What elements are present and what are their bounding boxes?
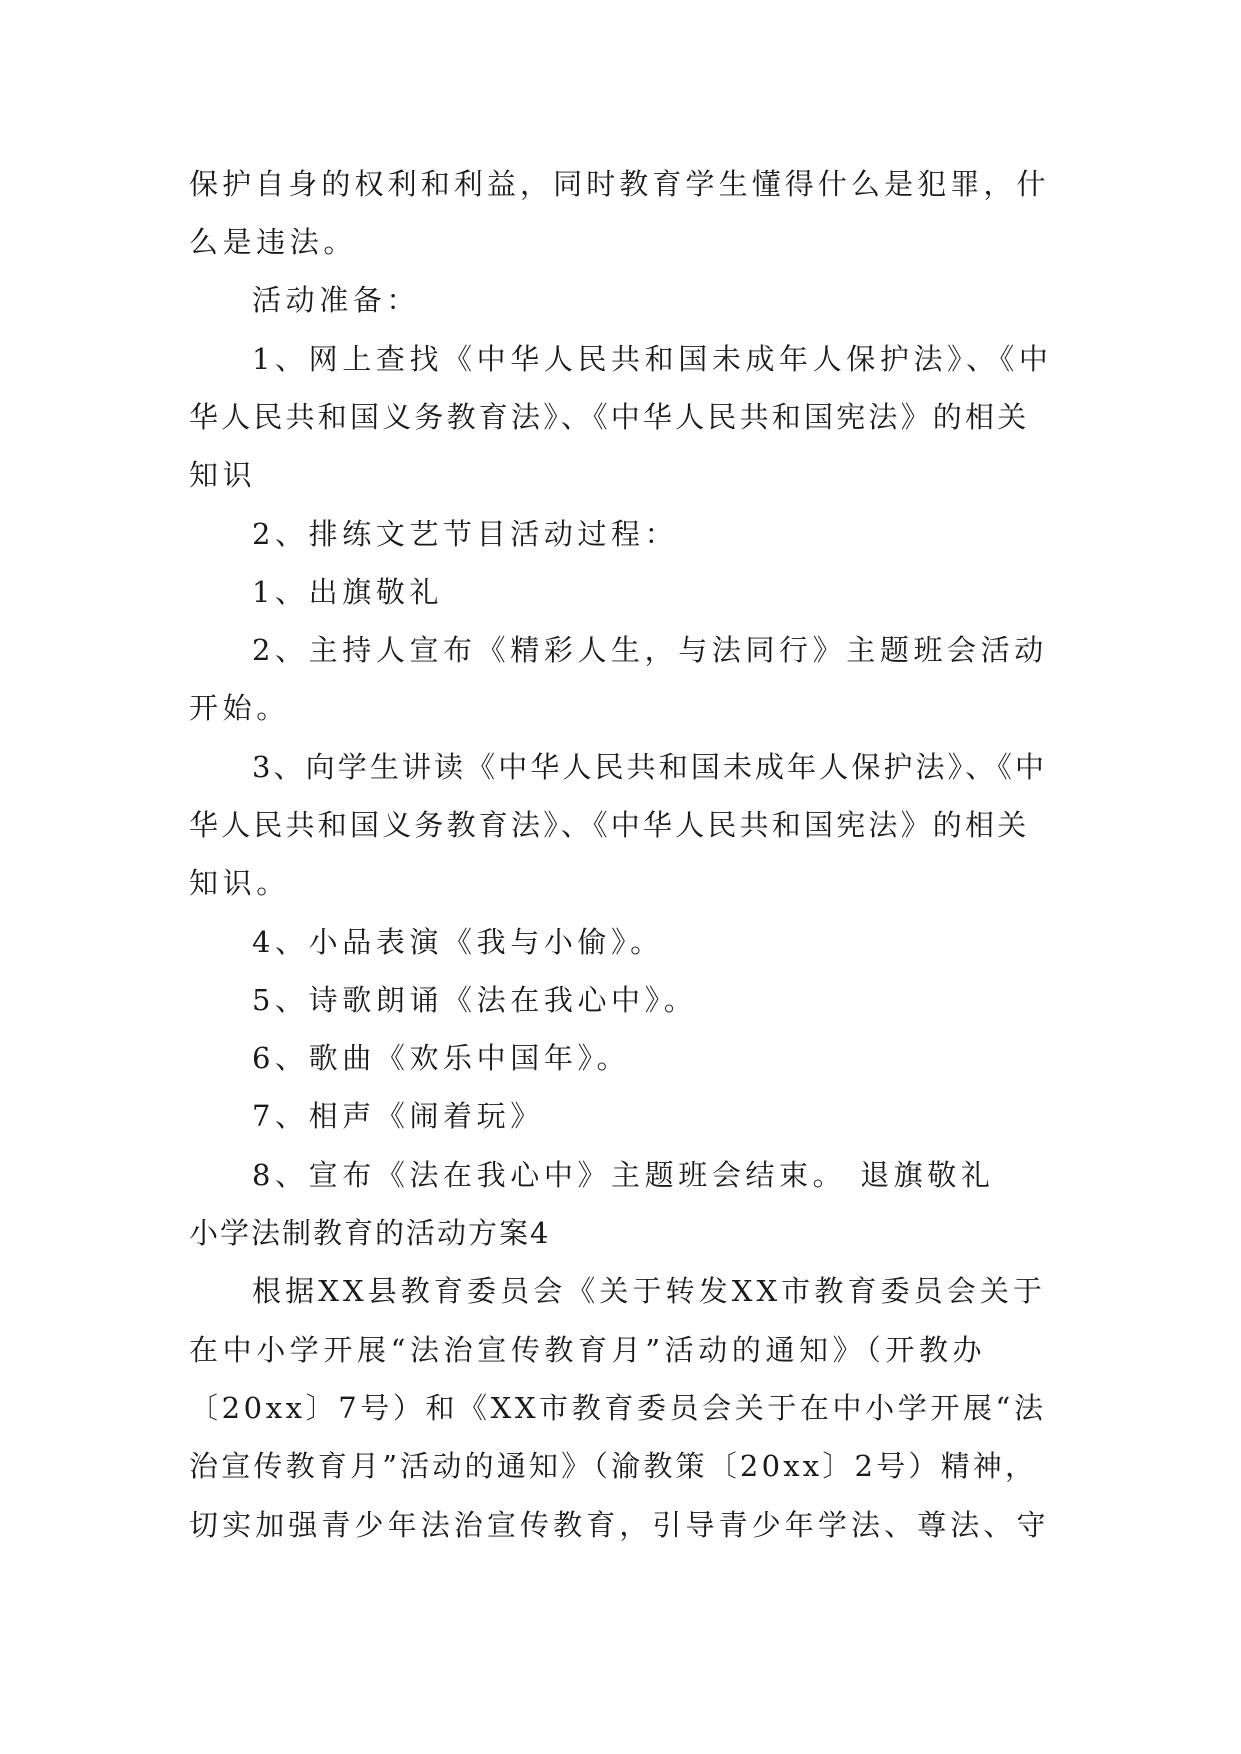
text-line: 2、主持人宣布《精彩人生，与法同行》主题班会活动 xyxy=(252,633,1048,667)
text-line: 知识 xyxy=(189,458,257,492)
text-line: 3、向学生讲读《中华人民共和国未成年人保护法》、《中 xyxy=(252,750,1048,784)
text-line: 8、宣布《法在我心中》主题班会结束。 退旗敬礼 xyxy=(252,1158,995,1192)
text-line: 6、歌曲《欢乐中国年》。 xyxy=(252,1041,631,1075)
text-line: 2、排练文艺节目活动过程： xyxy=(252,517,679,551)
text-line: 4、小品表演《我与小偷》。 xyxy=(252,925,664,959)
text-line: 根据XX县教育委员会《关于转发XX市教育委员会关于 xyxy=(252,1274,1047,1308)
text-line: 5、诗歌朗诵《法在我心中》。 xyxy=(252,983,698,1017)
text-line: 治宣传教育月”活动的通知》（渝教策〔20xx〕2号）精神， xyxy=(189,1449,1038,1483)
text-line: 知识。 xyxy=(189,866,290,900)
text-line: 7、相声《闹着玩》 xyxy=(252,1099,544,1133)
text-line: 华人民共和国义务教育法》、《中华人民共和国宪法》的相关 xyxy=(189,808,1030,842)
text-line: 保护自身的权利和利益，同时教育学生懂得什么是犯罪，什 xyxy=(189,167,1050,201)
section-heading: 小学法制教育的活动方案4 xyxy=(189,1216,551,1250)
text-line: 华人民共和国义务教育法》、《中华人民共和国宪法》的相关 xyxy=(189,400,1030,434)
text-line: 么是违法。 xyxy=(189,225,358,259)
text-line: 1、网上查找《中华人民共和国未成年人保护法》、《中 xyxy=(252,342,1053,376)
text-line: 开始。 xyxy=(189,691,290,725)
text-line: 活动准备： xyxy=(252,283,421,317)
text-line: 切实加强青少年法治宣传教育，引导青少年学法、尊法、守 xyxy=(189,1508,1050,1542)
text-line: 在中小学开展“法治宣传教育月”活动的通知》（开教办 xyxy=(189,1333,987,1367)
text-line: 〔20xx〕7号）和《XX市教育委员会关于在中小学开展“法 xyxy=(189,1391,1047,1425)
text-line: 1、出旗敬礼 xyxy=(252,575,444,609)
